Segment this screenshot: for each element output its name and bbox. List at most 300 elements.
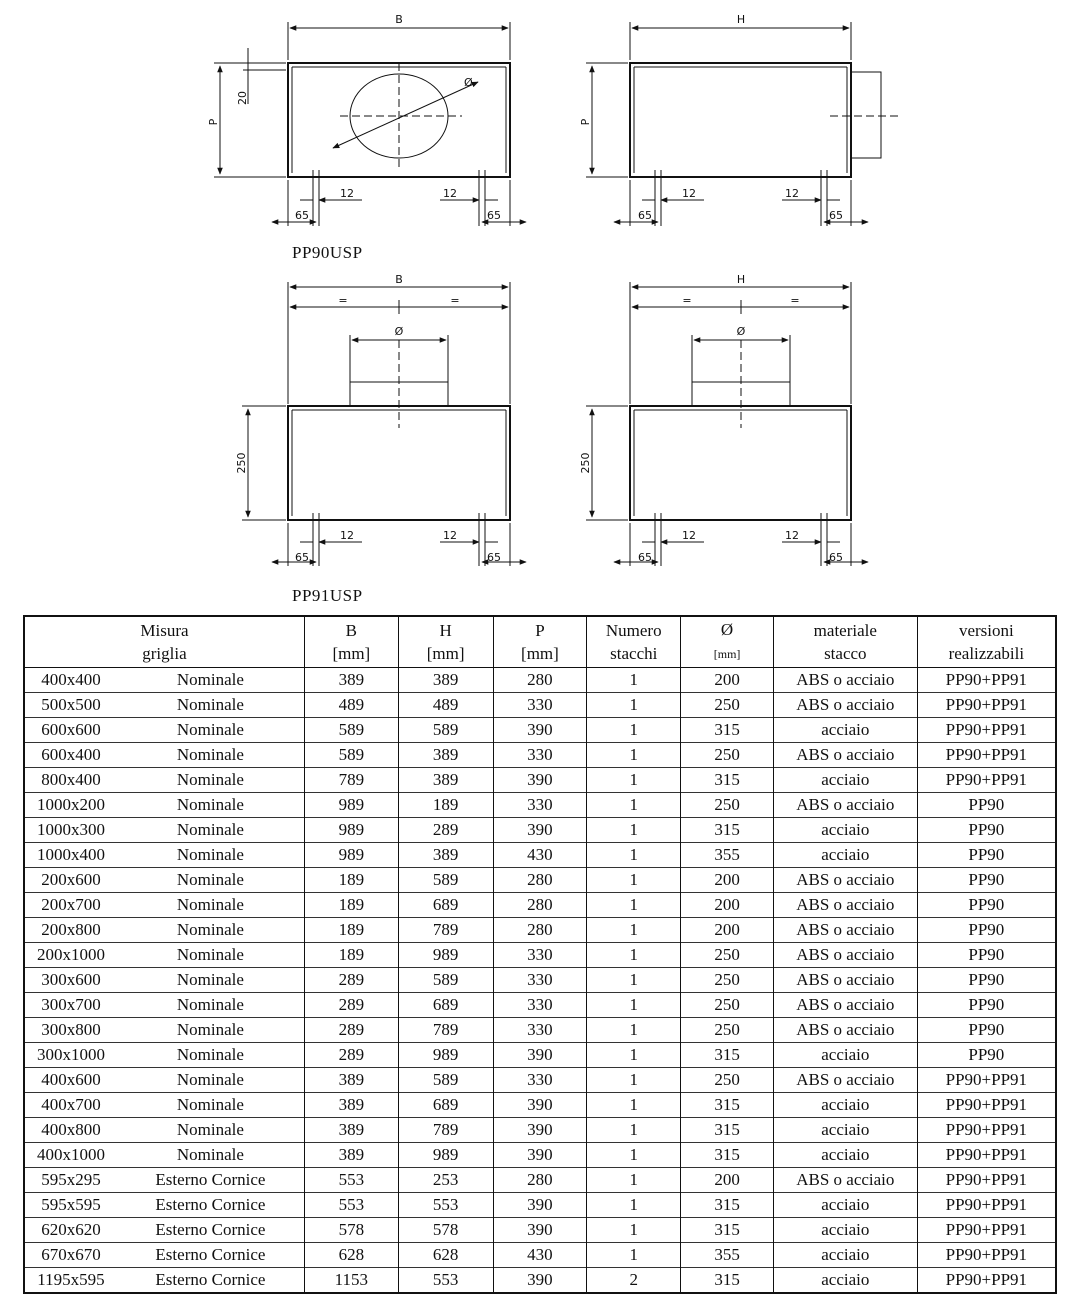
svg-text:250: 250 — [579, 452, 592, 474]
cell-material: acciaio — [773, 818, 917, 843]
cell-diameter: 250 — [681, 743, 774, 768]
svg-text:250: 250 — [235, 452, 248, 474]
cell-versions: PP90 — [917, 918, 1056, 943]
cell-material: acciaio — [773, 1218, 917, 1243]
table-row — [24, 1218, 1056, 1243]
cell-b: 489 — [304, 693, 398, 718]
header-p: P [mm] — [493, 616, 587, 668]
cell-stacchi: 1 — [587, 1143, 681, 1168]
cell-type: Nominale — [117, 793, 305, 818]
cell-p: 430 — [493, 843, 587, 868]
cell-size: 620x620 — [24, 1218, 117, 1243]
cell-versions: PP90+PP91 — [917, 1218, 1056, 1243]
cell-stacchi: 1 — [587, 743, 681, 768]
cell-size: 400x800 — [24, 1118, 117, 1143]
pp90-front-view — [207, 13, 526, 226]
cell-material: acciaio — [773, 1093, 917, 1118]
cell-type: Nominale — [117, 1093, 305, 1118]
cell-h: 253 — [398, 1168, 493, 1193]
table-row — [24, 1068, 1056, 1093]
cell-diameter: 315 — [681, 1193, 774, 1218]
cell-size: 300x700 — [24, 993, 117, 1018]
cell-diameter: 315 — [681, 1143, 774, 1168]
cell-type: Nominale — [117, 943, 305, 968]
table-body — [24, 668, 1056, 1294]
cell-stacchi: 1 — [587, 718, 681, 743]
table-row — [24, 943, 1056, 968]
cell-b: 389 — [304, 1143, 398, 1168]
cell-stacchi: 1 — [587, 768, 681, 793]
cell-diameter: 315 — [681, 1118, 774, 1143]
dim-65-label: 65 — [295, 209, 309, 222]
cell-type: Nominale — [117, 743, 305, 768]
cell-p: 390 — [493, 1143, 587, 1168]
cell-b: 553 — [304, 1193, 398, 1218]
cell-p: 390 — [493, 1118, 587, 1143]
header-diameter: Ø [mm] — [681, 616, 774, 668]
table-row — [24, 793, 1056, 818]
header-h: H [mm] — [398, 616, 493, 668]
cell-material: ABS o acciaio — [773, 968, 917, 993]
cell-p: 390 — [493, 768, 587, 793]
cell-h: 389 — [398, 768, 493, 793]
cell-p: 390 — [493, 1093, 587, 1118]
cell-diameter: 250 — [681, 993, 774, 1018]
svg-text:=: = — [790, 294, 800, 307]
cell-material: acciaio — [773, 1118, 917, 1143]
cell-size: 200x700 — [24, 893, 117, 918]
cell-b: 289 — [304, 993, 398, 1018]
cell-versions: PP90+PP91 — [917, 768, 1056, 793]
cell-size: 300x600 — [24, 968, 117, 993]
cell-type: Nominale — [117, 918, 305, 943]
cell-stacchi: 1 — [587, 1168, 681, 1193]
cell-versions: PP90 — [917, 1043, 1056, 1068]
cell-p: 330 — [493, 1068, 587, 1093]
cell-p: 390 — [493, 718, 587, 743]
cell-versions: PP90+PP91 — [917, 743, 1056, 768]
header-numero-stacchi: Numero stacchi — [587, 616, 681, 668]
cell-b: 789 — [304, 768, 398, 793]
cell-type: Nominale — [117, 993, 305, 1018]
cell-diameter: 250 — [681, 693, 774, 718]
cell-h: 589 — [398, 968, 493, 993]
dim-12-label: 12 — [340, 187, 354, 200]
cell-material: acciaio — [773, 843, 917, 868]
cell-diameter: 315 — [681, 1268, 774, 1294]
cell-diameter: 200 — [681, 893, 774, 918]
svg-text:12: 12 — [682, 529, 696, 542]
cell-p: 330 — [493, 993, 587, 1018]
cell-diameter: 250 — [681, 793, 774, 818]
cell-type: Esterno Cornice — [117, 1218, 305, 1243]
cell-versions: PP90+PP91 — [917, 1068, 1056, 1093]
cell-versions: PP90+PP91 — [917, 1143, 1056, 1168]
svg-text:65: 65 — [638, 209, 652, 222]
cell-b: 289 — [304, 968, 398, 993]
cell-size: 595x595 — [24, 1193, 117, 1218]
svg-text:=: = — [682, 294, 692, 307]
cell-material: ABS o acciaio — [773, 918, 917, 943]
cell-versions: PP90+PP91 — [917, 668, 1056, 693]
svg-text:65: 65 — [487, 209, 501, 222]
cell-material: ABS o acciaio — [773, 1168, 917, 1193]
cell-p: 280 — [493, 1168, 587, 1193]
cell-h: 289 — [398, 818, 493, 843]
cell-b: 989 — [304, 818, 398, 843]
dim-20-label: 20 — [236, 91, 249, 105]
cell-h: 589 — [398, 1068, 493, 1093]
cell-stacchi: 1 — [587, 943, 681, 968]
cell-size: 1000x200 — [24, 793, 117, 818]
cell-versions: PP90+PP91 — [917, 718, 1056, 743]
cell-type: Nominale — [117, 843, 305, 868]
cell-size: 600x400 — [24, 743, 117, 768]
table-row — [24, 1268, 1056, 1294]
cell-b: 589 — [304, 743, 398, 768]
cell-b: 289 — [304, 1018, 398, 1043]
cell-stacchi: 1 — [587, 1043, 681, 1068]
cell-stacchi: 1 — [587, 793, 681, 818]
cell-material: acciaio — [773, 718, 917, 743]
cell-diameter: 355 — [681, 843, 774, 868]
cell-material: ABS o acciaio — [773, 993, 917, 1018]
cell-versions: PP90+PP91 — [917, 1193, 1056, 1218]
cell-b: 289 — [304, 1043, 398, 1068]
spec-table — [23, 615, 1057, 1294]
cell-versions: PP90+PP91 — [917, 1243, 1056, 1268]
cell-type: Nominale — [117, 1143, 305, 1168]
cell-p: 390 — [493, 1268, 587, 1294]
cell-size: 200x800 — [24, 918, 117, 943]
dim-diameter-label: Ø — [464, 76, 473, 89]
cell-stacchi: 1 — [587, 993, 681, 1018]
cell-h: 789 — [398, 918, 493, 943]
cell-versions: PP90 — [917, 893, 1056, 918]
cell-b: 989 — [304, 843, 398, 868]
cell-size: 670x670 — [24, 1243, 117, 1268]
cell-type: Nominale — [117, 718, 305, 743]
cell-versions: PP90 — [917, 943, 1056, 968]
pp91-side-view — [579, 273, 868, 566]
cell-versions: PP90 — [917, 993, 1056, 1018]
cell-p: 280 — [493, 893, 587, 918]
cell-b: 1153 — [304, 1268, 398, 1294]
cell-diameter: 315 — [681, 1093, 774, 1118]
cell-b: 189 — [304, 943, 398, 968]
svg-text:Ø: Ø — [736, 325, 746, 338]
cell-diameter: 200 — [681, 868, 774, 893]
cell-p: 390 — [493, 1193, 587, 1218]
cell-stacchi: 1 — [587, 1068, 681, 1093]
svg-text:12: 12 — [785, 529, 799, 542]
header-versioni: versioni realizzabili — [917, 616, 1056, 668]
cell-h: 989 — [398, 1043, 493, 1068]
cell-versions: PP90+PP91 — [917, 1168, 1056, 1193]
cell-size: 595x295 — [24, 1168, 117, 1193]
cell-stacchi: 1 — [587, 1243, 681, 1268]
cell-diameter: 200 — [681, 668, 774, 693]
cell-material: ABS o acciaio — [773, 893, 917, 918]
cell-type: Nominale — [117, 1118, 305, 1143]
cell-type: Nominale — [117, 693, 305, 718]
table-row — [24, 868, 1056, 893]
cell-h: 628 — [398, 1243, 493, 1268]
cell-size: 400x600 — [24, 1068, 117, 1093]
table-row — [24, 843, 1056, 868]
cell-diameter: 250 — [681, 943, 774, 968]
cell-diameter: 315 — [681, 1218, 774, 1243]
cell-b: 578 — [304, 1218, 398, 1243]
cell-stacchi: 1 — [587, 818, 681, 843]
cell-p: 330 — [493, 743, 587, 768]
table-row — [24, 1143, 1056, 1168]
table-row — [24, 1193, 1056, 1218]
cell-b: 589 — [304, 718, 398, 743]
cell-stacchi: 1 — [587, 1193, 681, 1218]
cell-h: 389 — [398, 843, 493, 868]
svg-text:12: 12 — [340, 529, 354, 542]
cell-p: 280 — [493, 868, 587, 893]
cell-h: 689 — [398, 893, 493, 918]
cell-p: 330 — [493, 943, 587, 968]
cell-size: 300x1000 — [24, 1043, 117, 1068]
cell-type: Nominale — [117, 868, 305, 893]
cell-size: 1195x595 — [24, 1268, 117, 1294]
svg-text:=: = — [338, 294, 348, 307]
table-row — [24, 718, 1056, 743]
caption-pp91usp: PP91USP — [292, 586, 363, 605]
header-b: B [mm] — [304, 616, 398, 668]
cell-p: 280 — [493, 668, 587, 693]
cell-p: 430 — [493, 1243, 587, 1268]
table-row — [24, 818, 1056, 843]
cell-material: acciaio — [773, 1268, 917, 1294]
cell-h: 489 — [398, 693, 493, 718]
cell-b: 389 — [304, 1068, 398, 1093]
cell-material: acciaio — [773, 1193, 917, 1218]
cell-stacchi: 1 — [587, 843, 681, 868]
svg-text:Ø: Ø — [394, 325, 404, 338]
cell-stacchi: 1 — [587, 893, 681, 918]
cell-p: 330 — [493, 968, 587, 993]
cell-stacchi: 2 — [587, 1268, 681, 1294]
cell-p: 330 — [493, 793, 587, 818]
cell-stacchi: 1 — [587, 1093, 681, 1118]
cell-p: 330 — [493, 693, 587, 718]
table-row — [24, 918, 1056, 943]
cell-type: Esterno Cornice — [117, 1168, 305, 1193]
cell-h: 989 — [398, 1143, 493, 1168]
cell-material: ABS o acciaio — [773, 693, 917, 718]
svg-text:H: H — [736, 273, 746, 286]
cell-h: 578 — [398, 1218, 493, 1243]
cell-diameter: 315 — [681, 1043, 774, 1068]
cell-h: 689 — [398, 1093, 493, 1118]
cell-versions: PP90 — [917, 1018, 1056, 1043]
table-row — [24, 768, 1056, 793]
cell-b: 989 — [304, 793, 398, 818]
cell-diameter: 250 — [681, 1018, 774, 1043]
table-row — [24, 1043, 1056, 1068]
cell-b: 189 — [304, 918, 398, 943]
cell-size: 500x500 — [24, 693, 117, 718]
cell-type: Esterno Cornice — [117, 1193, 305, 1218]
cell-diameter: 315 — [681, 718, 774, 743]
cell-versions: PP90 — [917, 968, 1056, 993]
cell-b: 553 — [304, 1168, 398, 1193]
cell-type: Esterno Cornice — [117, 1243, 305, 1268]
cell-h: 553 — [398, 1193, 493, 1218]
cell-type: Esterno Cornice — [117, 1268, 305, 1294]
cell-size: 800x400 — [24, 768, 117, 793]
cell-stacchi: 1 — [587, 693, 681, 718]
table-row — [24, 1168, 1056, 1193]
cell-versions: PP90+PP91 — [917, 1093, 1056, 1118]
technical-drawings — [0, 0, 1080, 605]
table-row — [24, 1118, 1056, 1143]
cell-p: 280 — [493, 918, 587, 943]
cell-size: 400x700 — [24, 1093, 117, 1118]
cell-versions: PP90 — [917, 793, 1056, 818]
cell-h: 789 — [398, 1118, 493, 1143]
table-row — [24, 993, 1056, 1018]
cell-h: 553 — [398, 1268, 493, 1294]
svg-text:P: P — [579, 118, 592, 126]
cell-size: 400x400 — [24, 668, 117, 693]
cell-material: acciaio — [773, 1043, 917, 1068]
svg-text:H: H — [736, 13, 746, 26]
header-misura: Misura griglia — [24, 616, 304, 668]
cell-material: acciaio — [773, 1143, 917, 1168]
cell-h: 589 — [398, 868, 493, 893]
svg-text:12: 12 — [443, 187, 457, 200]
svg-text:65: 65 — [829, 551, 843, 564]
cell-versions: PP90 — [917, 818, 1056, 843]
cell-h: 689 — [398, 993, 493, 1018]
cell-size: 1000x300 — [24, 818, 117, 843]
dim-b-label: B — [395, 13, 403, 26]
cell-h: 989 — [398, 943, 493, 968]
table-row — [24, 893, 1056, 918]
cell-material: acciaio — [773, 768, 917, 793]
svg-text:12: 12 — [682, 187, 696, 200]
cell-stacchi: 1 — [587, 1118, 681, 1143]
dim-p-label: P — [207, 118, 220, 126]
cell-h: 789 — [398, 1018, 493, 1043]
svg-text:65: 65 — [638, 551, 652, 564]
cell-b: 389 — [304, 668, 398, 693]
table-row — [24, 668, 1056, 693]
svg-text:12: 12 — [443, 529, 457, 542]
cell-stacchi: 1 — [587, 918, 681, 943]
cell-p: 390 — [493, 1043, 587, 1068]
cell-type: Nominale — [117, 893, 305, 918]
cell-type: Nominale — [117, 818, 305, 843]
cell-b: 628 — [304, 1243, 398, 1268]
cell-type: Nominale — [117, 968, 305, 993]
cell-size: 1000x400 — [24, 843, 117, 868]
svg-text:B: B — [395, 273, 403, 286]
cell-p: 390 — [493, 1218, 587, 1243]
table-header-row — [24, 616, 1056, 668]
cell-p: 330 — [493, 1018, 587, 1043]
cell-versions: PP90 — [917, 868, 1056, 893]
cell-h: 389 — [398, 743, 493, 768]
cell-p: 390 — [493, 818, 587, 843]
cell-b: 389 — [304, 1118, 398, 1143]
cell-diameter: 200 — [681, 1168, 774, 1193]
header-materiale-stacco: materiale stacco — [773, 616, 917, 668]
cell-material: ABS o acciaio — [773, 793, 917, 818]
side-outlet — [851, 72, 881, 158]
cell-diameter: 250 — [681, 1068, 774, 1093]
table-row — [24, 1018, 1056, 1043]
cell-b: 189 — [304, 893, 398, 918]
cell-versions: PP90+PP91 — [917, 1118, 1056, 1143]
cell-size: 200x1000 — [24, 943, 117, 968]
cell-material: ABS o acciaio — [773, 868, 917, 893]
table-row — [24, 968, 1056, 993]
table-row — [24, 743, 1056, 768]
cell-stacchi: 1 — [587, 668, 681, 693]
table-row — [24, 693, 1056, 718]
cell-stacchi: 1 — [587, 1218, 681, 1243]
svg-text:65: 65 — [295, 551, 309, 564]
cell-stacchi: 1 — [587, 968, 681, 993]
cell-material: ABS o acciaio — [773, 1068, 917, 1093]
cell-diameter: 355 — [681, 1243, 774, 1268]
cell-b: 189 — [304, 868, 398, 893]
svg-text:=: = — [450, 294, 460, 307]
pp91-front-view — [235, 273, 526, 566]
cell-type: Nominale — [117, 1018, 305, 1043]
svg-text:65: 65 — [829, 209, 843, 222]
cell-size: 400x1000 — [24, 1143, 117, 1168]
cell-material: ABS o acciaio — [773, 943, 917, 968]
cell-diameter: 200 — [681, 918, 774, 943]
cell-diameter: 250 — [681, 968, 774, 993]
cell-type: Nominale — [117, 1068, 305, 1093]
cell-h: 189 — [398, 793, 493, 818]
cell-material: ABS o acciaio — [773, 743, 917, 768]
table-row — [24, 1093, 1056, 1118]
cell-h: 389 — [398, 668, 493, 693]
cell-stacchi: 1 — [587, 868, 681, 893]
cell-versions: PP90+PP91 — [917, 1268, 1056, 1294]
cell-type: Nominale — [117, 1043, 305, 1068]
cell-type: Nominale — [117, 668, 305, 693]
cell-h: 589 — [398, 718, 493, 743]
caption-pp90usp: PP90USP — [292, 243, 363, 262]
cell-b: 389 — [304, 1093, 398, 1118]
cell-stacchi: 1 — [587, 1018, 681, 1043]
cell-type: Nominale — [117, 768, 305, 793]
cell-material: ABS o acciaio — [773, 1018, 917, 1043]
svg-text:65: 65 — [487, 551, 501, 564]
cell-size: 600x600 — [24, 718, 117, 743]
cell-versions: PP90 — [917, 843, 1056, 868]
cell-diameter: 315 — [681, 768, 774, 793]
cell-versions: PP90+PP91 — [917, 693, 1056, 718]
cell-size: 200x600 — [24, 868, 117, 893]
pp90-side-view — [579, 13, 898, 226]
cell-diameter: 315 — [681, 818, 774, 843]
cell-material: ABS o acciaio — [773, 668, 917, 693]
table-row — [24, 1243, 1056, 1268]
cell-material: acciaio — [773, 1243, 917, 1268]
svg-text:12: 12 — [785, 187, 799, 200]
